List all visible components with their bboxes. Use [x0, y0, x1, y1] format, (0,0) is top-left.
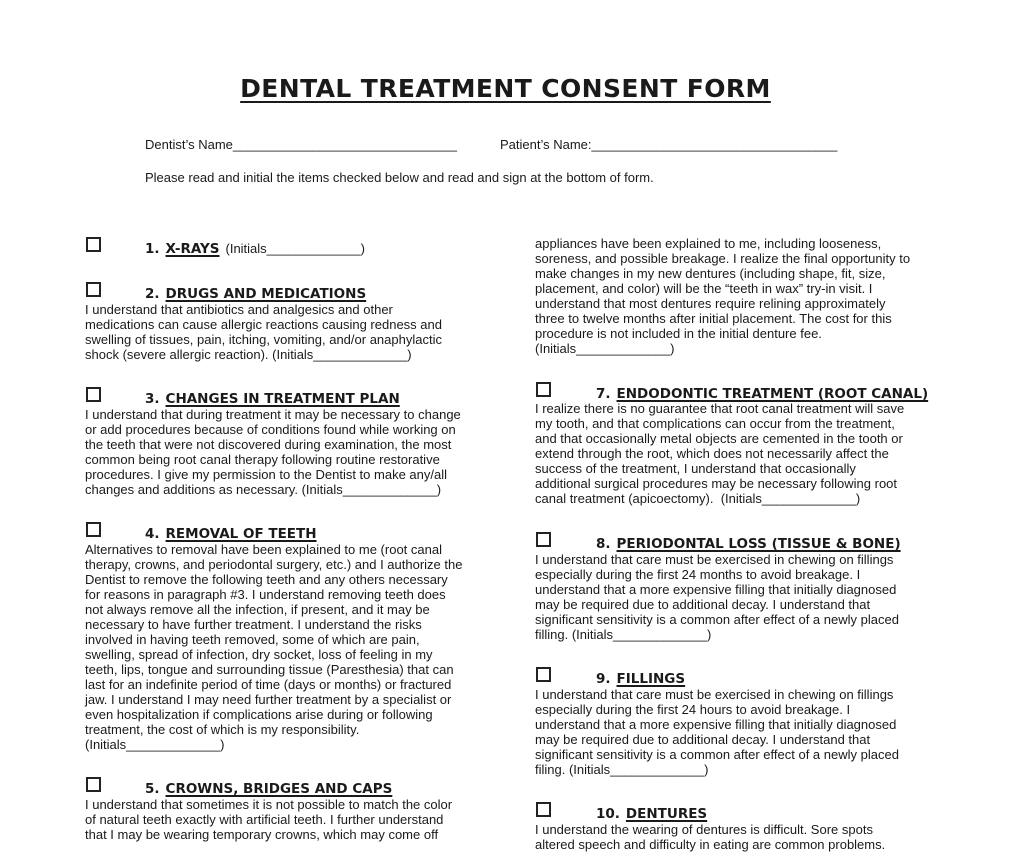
initials-field[interactable]: (Initials_____________) [225, 241, 365, 256]
checkbox-xrays[interactable] [86, 237, 101, 252]
section-title: DRUGS AND MEDICATIONS [165, 286, 367, 302]
section-title: DENTURES [625, 806, 708, 822]
checkbox-removal[interactable] [86, 522, 101, 537]
dentist-name-field[interactable]: Dentist’s Name_______________________________ [145, 137, 458, 152]
section-fillings-body: I understand that care must be exercised in chewing on fillings especially during the first 24 hours to avoid breakage. I understand that a more expensive filling that initially diagnosed may be required due to additional decay. I understand that significant sensitivity is a common after effect of a newly placed filing. (Initials_____________) [535, 687, 899, 777]
patient-name-field[interactable]: Patient’s Name:__________________________________ [500, 137, 838, 152]
section-endodontic-heading [596, 386, 928, 402]
checkbox-endodontic[interactable] [536, 382, 551, 397]
section-number: 4. [145, 526, 160, 542]
section-number: 9. [596, 671, 611, 687]
section-number: 1. [145, 241, 160, 257]
section-number: 5. [145, 781, 160, 797]
checkbox-periodontal[interactable] [536, 532, 551, 547]
section-drugs-body: I understand that antibiotics and analgesics and other medications can cause allergic reactions causing redness and swelling of tissues, pain, itching, vomiting, and/or anaphylactic shock (severe allergic reaction). (Initials_____________) [85, 302, 442, 362]
section-drugs-heading [145, 286, 366, 302]
section-crowns-heading [145, 781, 392, 797]
form-title: DENTAL TREATMENT CONSENT FORM [240, 74, 771, 103]
section-crowns-body: I understand that sometimes it is not possible to match the color of natural teeth exactly with artificial teeth. I further understand that I may be wearing temporary crowns, which may come off [85, 797, 453, 842]
section-number: 10. [596, 806, 620, 822]
section-changes-heading [145, 391, 400, 407]
section-changes-body: I understand that during treatment it may be necessary to change or add procedures because of conditions found while working on the teeth that were not discovered during examination, the most common being root canal therapy following routine restorative procedures. I give my permission to the Dentist to make any/all changes and additions as necessary. (Initials_____________) [85, 407, 461, 497]
section-xrays-heading [145, 241, 365, 257]
section-title: FILLINGS [616, 671, 686, 687]
section-periodontal-heading [596, 536, 901, 552]
section-dentures-heading [596, 806, 707, 822]
section-dentures-continued-body: appliances have been explained to me, including looseness, soreness, and possible breakage. I realize the final opportunity to make changes in my new dentures (including shape, fit, size, placement, and color) will be the “teeth in wax” try-in visit. I understand that most dentures require relining approximately three to twelve months after initial placement. The cost for this procedure is not included in the initial denture fee. (Initials_____________) [535, 236, 911, 356]
checkbox-changes[interactable] [86, 387, 101, 402]
checkbox-drugs[interactable] [86, 282, 101, 297]
instructions-text: Please read and initial the items checked below and read and sign at the bottom of form. [145, 170, 654, 185]
section-periodontal-body: I understand that care must be exercised in chewing on fillings especially during the first 24 months to avoid breakage. I understand that a more expensive filling that initially diagnosed may be required due to additional decay. I understand that significant sensitivity is a common after effect of a newly placed filling. (Initials_____________) [535, 552, 899, 642]
section-title: ENDODONTIC TREATMENT (ROOT CANAL) [616, 386, 929, 402]
section-fillings-heading [596, 671, 685, 687]
checkbox-crowns[interactable] [86, 777, 101, 792]
section-title: CROWNS, BRIDGES AND CAPS [165, 781, 393, 797]
section-title: PERIODONTAL LOSS (TISSUE & BONE) [616, 536, 901, 552]
section-title: CHANGES IN TREATMENT PLAN [165, 391, 400, 407]
section-number: 3. [145, 391, 160, 407]
section-number: 7. [596, 386, 611, 402]
checkbox-fillings[interactable] [536, 667, 551, 682]
section-number: 2. [145, 286, 160, 302]
section-number: 8. [596, 536, 611, 552]
section-title: REMOVAL OF TEETH [165, 526, 317, 542]
section-title: X-RAYS [165, 241, 220, 257]
section-removal-body: Alternatives to removal have been explained to me (root canal therapy, crowns, and periodontal surgery, etc.) and I authorize the Dentist to remove the following teeth and any others necessary for reasons in paragraph #3. I understand removing teeth does not always remove all the infection, if present, and it may be necessary to have further treatment. I understand the risks involved in having teeth removed, some of which are pain, swelling, spread of infection, dry socket, loss of feeling in my teeth, lips, tongue and surrounding tissue (Paresthesia) that can last for an indefinite period of time (days or months) or fractured jaw. I understand I may need further treatment by a specialist or even hospitalization if complications arise during or following treatment, the cost of which is my responsibility. (Initials_____________) [85, 542, 463, 752]
section-dentures-body: I understand the wearing of dentures is difficult. Sore spots altered speech and difficulty in eating are common problems. [535, 822, 886, 852]
checkbox-dentures[interactable] [536, 802, 551, 817]
section-removal-heading [145, 526, 317, 542]
section-endodontic-body: I realize there is no guarantee that root canal treatment will save my tooth, and that complications can occur from the treatment, and that occasionally metal objects are cemented in the tooth or extend through the root, which does not necessarily affect the success of the treatment, I understand that occasionally additional surgical procedures may be necessary following root canal treatment (apicoectomy). (Initials_____________) [535, 401, 905, 506]
